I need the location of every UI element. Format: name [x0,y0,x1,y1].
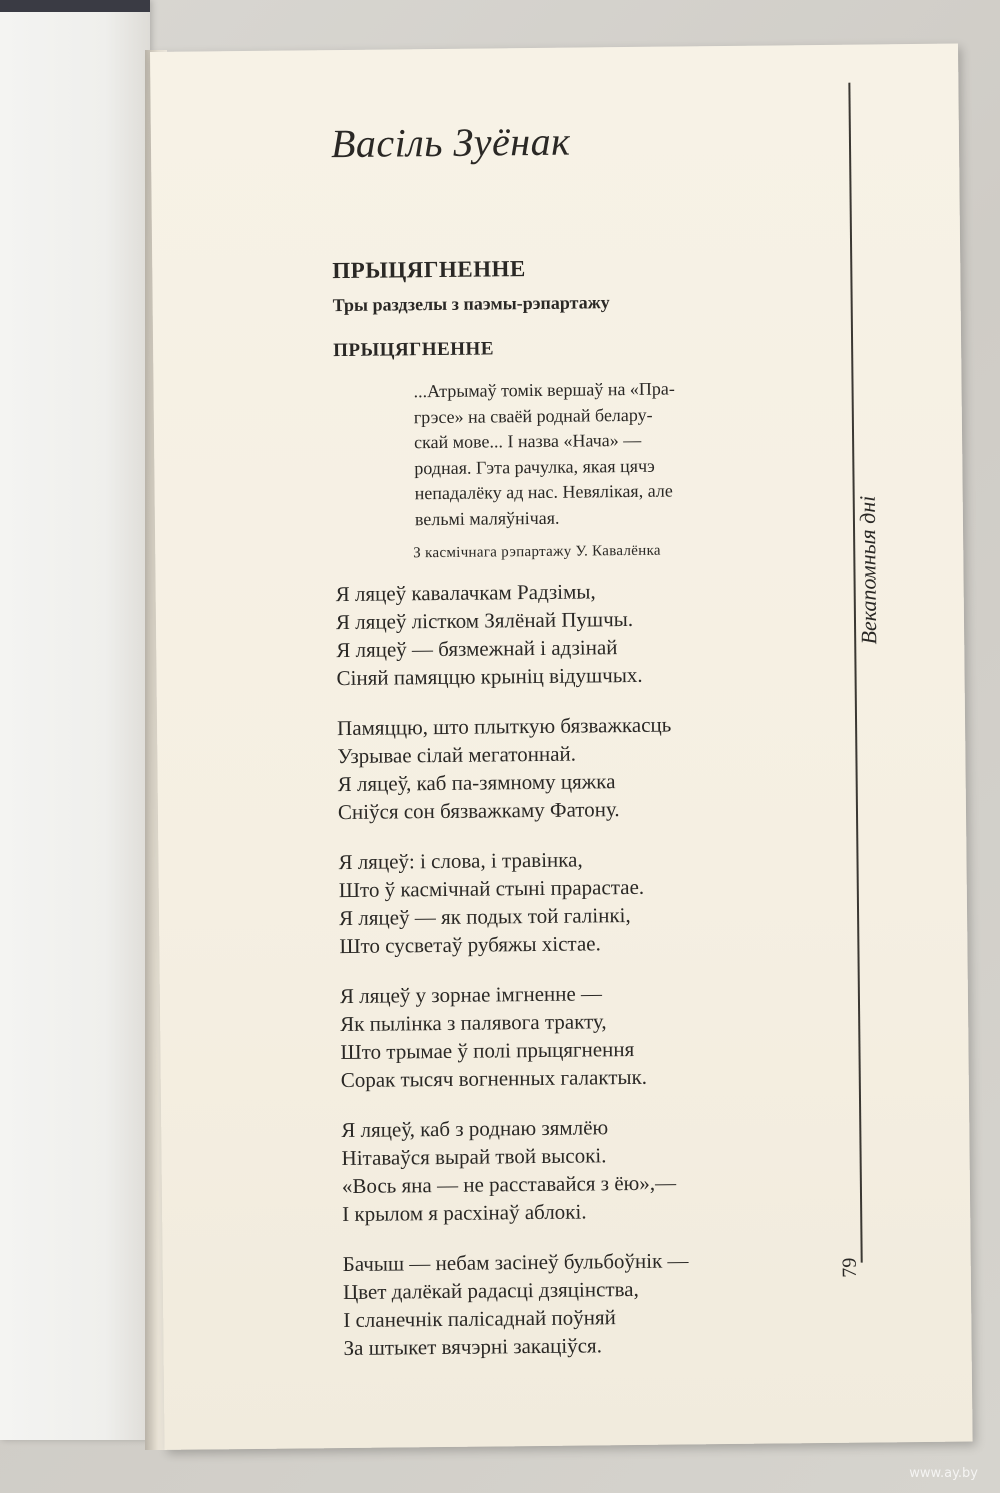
stanza [337,710,684,826]
left-page-cover-edge [0,0,150,12]
running-head: Векапомныя дні [854,495,882,645]
stanza [336,576,683,692]
stanza [341,1112,688,1228]
poem-body [336,576,690,1384]
epigraph-line: грэсе» на сваёй роднай белару- [413,404,653,427]
poem-line: Сорак тысяч вогненных галактык. [340,1064,648,1093]
poem-line: Бачыш — небам засінеў бульбоўнік — [342,1248,689,1277]
poem-line: Я ляцеў — бязмежнай і адзінай [336,635,618,663]
poem-line: Я ляцеў, каб з роднаю зямлёю [341,1115,609,1143]
poem-line: Я ляцеў лістком Зялёнай Пушчы. [335,606,634,635]
poem-line: Я ляцеў: і слова, і травінка, [338,847,583,875]
stanza [340,978,687,1094]
page-content [150,44,973,1450]
epigraph-line: непадалёку ад нас. Невялікая, але [414,480,673,504]
margin-rule [848,83,862,1263]
poem-line: За штыкет вячэрні закаціўся. [343,1333,602,1361]
left-page [0,0,150,1440]
poem-line: Што трымае ў полі прыцягнення [340,1036,635,1065]
poem-line: Узрывае сілай мегатоннай. [337,741,577,769]
stanza [338,844,685,960]
poem-line: І крылом я расхінаў аблокі. [342,1199,587,1227]
section-title: ПРЫЦЯГНЕННЕ [333,338,495,362]
author-name: Васіль Зуёнак [330,118,571,167]
epigraph-line: родная. Гэта рачулка, якая цячэ [414,455,655,478]
epigraph [413,376,725,532]
poem-line: Сніўся сон бязважкаму Фатону. [337,797,620,825]
poem-line: Што ў касмічнай стыні прарастае. [338,874,645,903]
poem-line: «Вось яна — не расставайся з ёю»,— [341,1170,677,1199]
watermark: www.ay.by [909,1466,978,1481]
poem-line: І сланечнік палісаднай поўняй [343,1305,616,1333]
poem-line: Я ляцеў кавалачкам Радзімы, [335,579,596,607]
poem-line: Я ляцеў у зорнае імгненне — [339,981,603,1009]
poem-line: Як пылінка з палявога тракту, [340,1009,607,1037]
poem-line: Памяццю, што плыткую бязважкасць [336,712,672,741]
poem-line: Сіняй памяццю крыніц відушчых. [336,662,643,691]
poem-title: ПРЫЦЯГНЕННЕ [332,256,526,284]
epigraph-line: скай мове... І назва «Нача» — [413,429,642,453]
epigraph-line: вельмі маляўнічая. [414,507,560,529]
stanza [343,1246,690,1362]
poem-line: Цвет далёкай радасці дзяцінства, [342,1276,639,1305]
poem-subtitle: Тры раздзелы з паэмы-рэпартажу [332,292,610,316]
poem-line: Нітаваўся вырай твой высокі. [341,1143,607,1171]
poem-line: Што сусветаў рубяжы хістае. [339,931,601,959]
poem-line: Я ляцеў — як подых той галінкі, [338,903,631,931]
poem-line: Я ляцеў, каб па-зямному цяжка [337,769,616,797]
epigraph-line: ...Атрымаў томік вершаў на «Пра- [413,378,675,402]
epigraph-source: З касмічнага рэпартажу У. Кавалёнка [413,542,661,562]
right-page [150,44,973,1450]
page-number: 79 [838,1257,861,1278]
